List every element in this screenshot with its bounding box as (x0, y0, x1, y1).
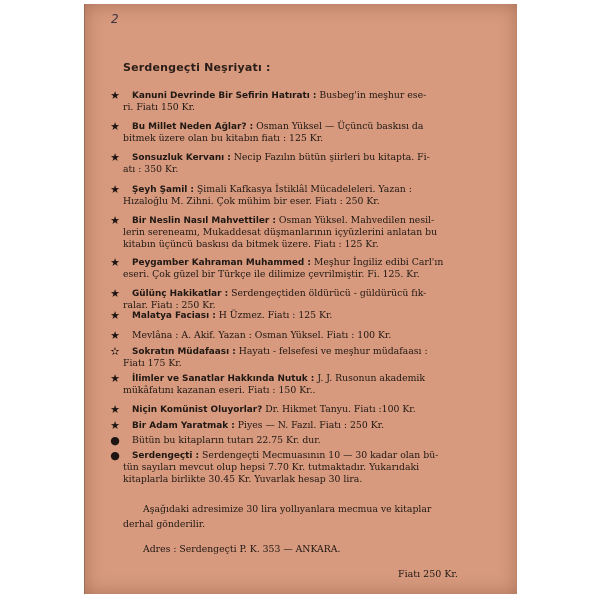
entry-description: eseri. Çok güzel bir Türkçe ile dilimize çevrilmiştir. Fi. 125. Kr. (123, 269, 420, 280)
entry-line (123, 385, 315, 396)
entry-description: ri. Fiatı 150 Kr. (123, 102, 195, 113)
price-label: Fiatı 250 Kr. (398, 569, 458, 580)
page-number: 2 (111, 12, 119, 26)
star-bullet-icon: ★ (110, 120, 120, 133)
entry-description: Dr. Hikmet Tanyu. Fiatı :100 Kr. (262, 404, 416, 415)
entry-line (123, 269, 420, 280)
star-bullet-icon: ★ (110, 329, 120, 342)
book-title: Bir Adam Yaratmak : (132, 421, 235, 431)
entry-description: Hızaloğlu M. Zihni. Çok mühim bir eser. Fiatı : 250 Kr. (123, 196, 380, 207)
book-title: Sokratın Müdafaası : (132, 347, 236, 357)
entry-line (132, 310, 332, 321)
book-title: Niçin Komünist Oluyorlar? (132, 405, 263, 415)
entry-description: ralar. Fiatı : 250 Kr. (123, 300, 216, 311)
entry-line (132, 184, 412, 195)
book-title: Gülünç Hakikatlar : (132, 289, 229, 299)
entry-description: Osman Yüksel — Üçüncü baskısı da (253, 121, 424, 132)
entry-line (123, 462, 419, 473)
publications-heading: Serdengeçti Neşriyatı : (123, 61, 271, 74)
book-title: Şeyh Şamil : (132, 185, 194, 195)
book-title: Sonsuzluk Kervanı : (132, 153, 231, 163)
star-bullet-icon: ★ (110, 183, 120, 196)
entry-description: Fiatı 175 Kr. (123, 358, 182, 369)
entry-line (123, 358, 182, 369)
entry-description: bitmek üzere olan bu kitabın fiatı : 125 Kr. (123, 133, 324, 144)
star-bullet-icon: ★ (110, 403, 120, 416)
book-title: Bu Millet Neden Ağlar? : (132, 122, 254, 132)
entry-line (123, 133, 323, 144)
star-bullet-icon: ★ (110, 256, 120, 269)
star-bullet-icon: ★ (110, 89, 120, 102)
entry-description: Serdengeçtiden öldürücü - güldürücü fık- (228, 288, 427, 299)
entry-description: atı : 350 Kr. (123, 164, 179, 175)
entry-line (132, 373, 425, 384)
entry-line (132, 152, 430, 163)
entry-description: Şimali Kafkasya İstiklâl Mücadeleleri. Yazan : (193, 184, 412, 195)
address-line: Adres : Serdengeçti P. K. 353 — ANKARA. (143, 544, 341, 555)
book-title: Malatya Faciası : (132, 311, 216, 321)
entry-description: Bütün bu kitapların tutarı 22.75 Kr. dur. (132, 435, 321, 446)
book-title: Peygamber Kahraman Muhammed : (132, 258, 311, 268)
entry-description: J. J. Rusonun akademik (314, 373, 426, 384)
entry-line (132, 90, 426, 101)
entry-line (132, 215, 434, 226)
star-bullet-icon: ★ (110, 419, 120, 432)
entry-line (123, 196, 380, 207)
entry-line (123, 227, 437, 238)
star-bullet-icon: ★ (110, 287, 120, 300)
entry-description: Necip Fazılın bütün şiirleri bu kitapta. Fi- (230, 152, 430, 163)
entry-line (132, 330, 391, 341)
star-bullet-icon: ★ (110, 372, 120, 385)
entry-line (123, 164, 178, 175)
entry-description: Meşhur İngiliz edibi Carl'ın (310, 257, 444, 268)
entry-description: Hayatı - felsefesi ve meşhur müdafaası : (235, 346, 428, 357)
entry-description: Busbeg'in meşhur ese- (316, 90, 427, 101)
book-title: Serdengeçti : (132, 451, 200, 461)
entry-description: H Üzmez. Fiatı : 125 Kr. (215, 310, 333, 321)
entry-line (132, 420, 384, 431)
entry-description: Osman Yüksel. Mahvedilen nesil- (275, 215, 435, 226)
star-bullet-icon: ✫ (110, 345, 120, 358)
entry-description: Serdengeçti Mecmuasının 10 — 30 kadar olan bü- (199, 450, 439, 461)
entry-line (123, 474, 362, 485)
entry-line (132, 450, 438, 461)
entry-description: Piyes — N. Fazıl. Fiatı : 250 Kr. (234, 420, 385, 431)
order-text-line: Aşağıdaki adresimize 30 lira yollıyanlara mecmua ve kitaplar (143, 504, 432, 515)
entry-description: mükâfatını kazanan eseri. Fiatı : 150 Kr.. (123, 385, 316, 396)
star-bullet-icon: ★ (110, 151, 120, 164)
entry-line (132, 435, 321, 446)
entry-description: kitaplarla birlikte 30.45 Kr. Yuvarlak hesap 30 lira. (123, 474, 363, 485)
back-cover-page (84, 4, 517, 594)
entry-line (132, 121, 423, 132)
entry-line (132, 257, 443, 268)
circle-bullet-icon: ● (110, 434, 120, 447)
book-title: Kanuni Devrinde Bir Sefirin Hatıratı : (132, 91, 317, 101)
entry-description: kitabın üçüncü baskısı da bitmek üzere. Fiatı : 125 Kr. (123, 239, 379, 250)
entry-line (123, 239, 379, 250)
entry-description: tün sayıları mevcut olup hepsi 7.70 Kr. tutmaktadır. Yukarıdaki (123, 462, 420, 473)
circle-bullet-icon: ● (110, 449, 120, 462)
book-title: İlimler ve Sanatlar Hakkında Nutuk : (132, 374, 315, 384)
entry-line (123, 102, 195, 113)
book-title: Bir Neslin Nasıl Mahvettiler : (132, 216, 276, 226)
entry-description: lerin sereneamı, Mukaddesat düşmanlarının içyüzlerini anlatan bu (123, 227, 438, 238)
star-bullet-icon: ★ (110, 214, 120, 227)
star-bullet-icon: ★ (110, 309, 120, 322)
entry-line (132, 346, 428, 357)
entry-line (132, 404, 416, 415)
order-text-line: derhal gönderilir. (123, 519, 206, 530)
entry-description: Mevlâna : A. Akif. Yazan : Osman Yüksel. Fiatı : 100 Kr. (132, 330, 392, 341)
entry-line (132, 288, 426, 299)
